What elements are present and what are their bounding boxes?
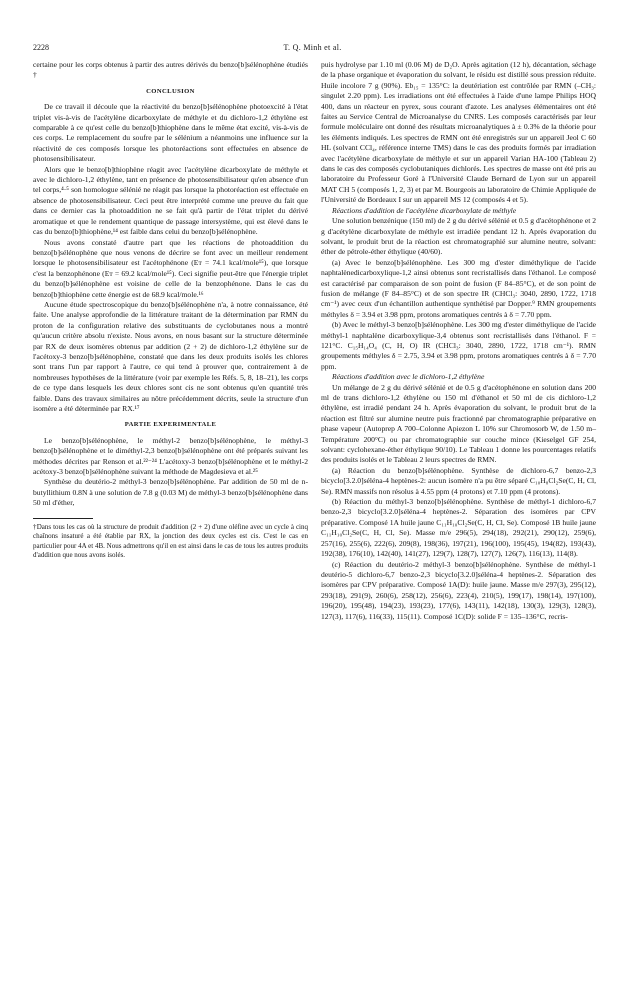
paragraph: Synthèse du deutério-2 méthyl-3 benzo[b]sélénophène. Par addition de 50 ml de n-butyllithium 0.8N à une solution de 7.8 g (0.03 M) de méthyl-3 benzo[b]sélénophène dans 50 ml d'éther,	[33, 477, 308, 508]
paragraph: Nous avons constaté d'autre part que les réactions de photoaddition du benzo[b]sélénophène que nous venons de décrire se font avec un meilleur rendement lorsque le photosensibilisateur est l'acétophénone (Eᴛ = 74.1 kcal/mole¹⁵), que lorsque c'est la benzophénone (Eᴛ = 69.2 kcal/mole¹⁵). Ceci signifie peut-être que l'énergie triplet du benzo[b]sélénophène est voisine de celle de la benzophénone. Dans le cas du benzo[b]thiophène cette énergie est de 68.9 kcal/mole.¹⁶	[33, 237, 308, 299]
paragraph: (c) Réaction du deutério-2 méthyl-3 benzo[b]sélénophène. Synthèse de méthyl-1 deutério-5 dichloro-6,7 benzo-2,3 bicyclo[3.2.0]séléna-4 heptènes-2. Séparation des isomères par CPV préparative. Composé 1A(D): huile jaune. Masse m/e 297(3), 295(12), 293(18), 291(9), 260(6), 258(12), 256(6), 223(4), 210(5), 199(17), 198(14), 197(100), 196(20), 195(48), 194(23), 193(23), 177(6), 143(11), 142(18), 130(3), 129(3), 128(3), 127(3), 117(6), 116(33), 115(11). Composé 1C(D): solide F = 135–136°C, recris-	[321, 559, 596, 621]
paragraph: puis hydrolyse par 1.10 ml (0.06 M) de D₂O. Après agitation (12 h), décantation, séchage de la phase organique et évaporation du solvant, le résidu est distillé sous pression réduite. Huile incolore 7 g (90%). Eb₁₅ = 135°C: la deutériation est contrôlée par RMN (–CH₃: singulet 2.20 ppm). Les irradiations ont été effectuées à l'aide d'une lampe Philips HOQ 400, dans un réacteur en pyrex, sous courant d'azote. Les analyses élémentaires ont été faites au Service Central de Microanalyse du CNRS. Les composés caractérisés par leur formule moléculaire ont donné des résultats microanalytiques à ± 0.3% de la théorie pour les éléments indiqués. Les spectres de RMN ont été enregistrés sur un appareil Jeol C 60 HL (solvant CCl₄, référence interne TMS) dans le cas des produits formés par irradiation avec l'acétylène dicarboxylate de méthyle et sur un appareil Varian HA-100 (Tableau 2) dans le cas des composés cyclobutaniques dichlorés. Les spectres de masse ont été pris au laboratoire du Professeur Goré à l'Université Claude Bernard de Lyon sur un appareil MAT CH 5 (composés 1, 2, 3) et par M. Bourgeois au laboratoire de Chimie Appliquée de l'Université de Bordeaux I sur un appareil MS 12 (composés 4 et 5).	[321, 60, 596, 205]
paragraph: certaine pour les corps obtenus à partir des autres dérivés du benzo[b]sélénophène étudiés †	[33, 60, 308, 80]
experimental-heading: PARTIE EXPERIMENTALE	[124, 421, 217, 429]
paragraph: Une solution benzénique (150 ml) de 2 g du dérivé sélénié et 0.5 g d'acétophénone et 2 g d'acétylène dicarboxylate de méthyle est irradiée pendant 12 h. Après évaporation du solvant, le produit brut de la réaction est chromatographié sur alumine neutre, solvant: éther de pétrole-éther éthylique (40/60).	[321, 216, 596, 257]
paragraph: (b) Avec le méthyl-3 benzo[b]sélénophène. Les 300 mg d'ester diméthylique de l'acide méthyl-1 naphtalène dicarboxylique-3,4 obtenus sont recristallisés dans l'éthanol. F = 121°C. C₁₅H₁₄O₄ (C, H, O) IR (CHCl₃: 3040, 2890, 1722, 1718 cm⁻¹). RMN groupements méthyles δ = 2.75, 3.94 et 3.98 ppm, protons aromatiques centrés à δ = 7.70 ppm.	[321, 320, 596, 371]
paragraph: De ce travail il découle que la réactivité du benzo[b]sélénophène photoexcité à l'état triplet vis-à-vis de l'acétylène dicarboxylate de méthyle et du dichloro-1,2 éthylène est comparable à ce qu'est celle du benzo[b]thiophène dans le même état excité, vis-à-vis de ces corps. Le remplacement du soufre par le sélénium a néanmoins une influence sur la réactivité de ces composés lorsque les photoréactions sont effectuées en absence de photosensibilisateur.	[33, 102, 308, 164]
paragraph: (a) Avec le benzo[b]sélénophène. Les 300 mg d'ester diméthylique de l'acide naphtalènedicarboxylique-1,2 ainsi obtenus sont recristallisés dans l'éthanol. Le composé est caractérisé par comparaison de son point de fusion (F 84–85°C), et de son point de fusion de mélange (F 84–85°C) et de son spectre IR (CHCl₃: 3040, 2890, 1722, 1718 cm⁻¹) avec ceux d'un échantillon authentique synthétisé par Dopper.⁹ RMN groupements méthyles δ = 3.94 et 3.98 ppm, protons aromatiques centrés à δ = 7.70 ppm.	[321, 257, 596, 319]
paragraph: Un mélange de 2 g du dérivé sélénié et de 0.5 g d'acétophénone en solution dans 200 ml de trans dichloro-1,2 éthylène ou 150 ml d'éthanol et 50 ml de cis dichloro-1,2 éthylène, est irradié pendant 24 h. Après évaporation du solvant, le produit brut de la réaction est filtré sur alumine neutre puis fractionné par chromatographie préparative en phase vapeur (Autoprep A 700–Colonne Apiezon L 10% sur Chromosorb W, de 1.50 m–Température 200°C) ou par chromatographie sur couche mince (Kieselgel GF 254, solvant: cyclohexane-éther éthylique 90/10). Le Tableau 1 donne les pourcentages relatifs des produits isolés et le Tableau 2 leurs spectres de RMN.	[321, 382, 596, 465]
footnote: †Dans tous les cas où la structure de produit d'addition (2 + 2) d'une oléfine avec un cycle à cinq chaînons insaturé a été établie par RX, la jonction des deux cycles est cis. C'est le cas en particulier pour 4A et 4B. Nous admettrons qu'il en est ainsi dans le cas de tous les autres produits d'addition que nous avons isolés.	[33, 522, 308, 560]
paragraph: Alors que le benzo[b]thiophène réagit avec l'acétylène dicarboxylate de méthyle et avec le dichloro-1,2 éthylène, tant en présence de photosensibilisateur qu'en absence d'un tel corps,⁴·⁵ son homologue sélénié ne réagit pas lorsque la photoréaction est effectuée en absence de photosensibilisateur. Ceci peut être interprété comme une preuve du fait que dans ce dernier cas la photoaddition ne se fait qu'à partir de l'état triplet du dérivé aromatique et que le rendement quantique de passage intersystème, qui est élevé dans le cas du benzo[b]thiophène,¹⁴ est faible dans celui du benzo[b]sélénophène.	[33, 164, 308, 237]
paragraph: (b) Réaction du méthyl-3 benzo[b]sélénophène. Synthèse de méthyl-1 dichloro-6,7 benzo-2,3 bicyclo[3.2.0]séléna-4 heptènes-2. Séparation des isomères par CPV préparative. Composé 1A huile jaune C₁₁H₁₀Cl₂Se(C, H, Cl, Se). Composé 1B huile jaune C₁₁H₁₀Cl₂Se(C, H, Cl, Se). Masse m/e 296(5), 294(18), 292(21), 290(12), 259(6), 257(16), 255(6), 222(6), 209(8), 198(36), 197(21), 196(100), 195(45), 194(82), 193(43), 192(38), 176(10), 142(40), 141(27), 129(7), 128(7), 127(7), 126(7), 116(13), 114(8).	[321, 497, 596, 559]
running-title: T. Q. Minh et al.	[283, 43, 342, 52]
paragraph: Aucune étude spectroscopique du benzo[b]sélénophène n'a, à notre connaissance, été faite. Une analyse approfondie de la littérature traitant de la détermination par RMN du proton de la configuration relative des substituants de cyclobutanes nous a montré qu'aucun critère absolu n'existe. Nous avons, en nous basant sur la structure déterminée par RX de deux isomères obtenus par addition (2 + 2) de dichloro-1,2 éthylène sur de l'acétoxy-3 benzo[b]sélénophène, constaté que dans les deux produits isolés les chlores sont trans l'un par rapport à l'autre, ce qui tend à prouver que, contrairement à de nombreuses hypothèses de la littérature (voir par exemple les Réfs. 5, 8, 18–21), les corps de ce type dans lesquels les deux chlores sont cis ne sont obtenus qu'en quantité très faible. Dans des travaux similaires au nôtre précédemment décrits, seule la structure d'un isomère a été déterminée par RX.¹⁷	[33, 299, 308, 413]
page-number: 2228	[33, 43, 49, 52]
footnote-rule	[33, 518, 93, 519]
right-column	[321, 60, 596, 622]
paragraph: Le benzo[b]sélénophène, le méthyl-2 benzo[b]sélénophène, le méthyl-3 benzo[b]sélénophène et le diméthyl-2,3 benzo[b]sélénophène ont été préparés suivant les méthodes décrites par Renson et al.²²⁻²⁴ L'acétoxy-3 benzo[b]sélénophène et le méthyl-2 acétoxy-3 benzo[b]sélénophène suivant la méthode de Magdesieva et al.²⁵	[33, 435, 308, 477]
conclusion-heading: CONCLUSION	[146, 87, 195, 95]
subsection-heading: Réactions d'addition de l'acétylène dicarboxylate de méthyle	[332, 205, 517, 215]
subsection-heading: Réactions d'addition avec le dichloro-1,2 éthylène	[332, 372, 485, 382]
left-column	[33, 60, 308, 561]
paragraph: (a) Réaction du benzo[b]sélénophène. Synthèse de dichloro-6,7 benzo-2,3 bicyclo[3.2.0]séléna-4 heptènes-2: aucun isomère n'a pu être séparé C₁₀H₈Cl₂Se(C, H, Cl, Se). RMN massifs non résolus à 4.55 ppm (4 protons) et 7.10 ppm (4 protons).	[321, 465, 596, 496]
